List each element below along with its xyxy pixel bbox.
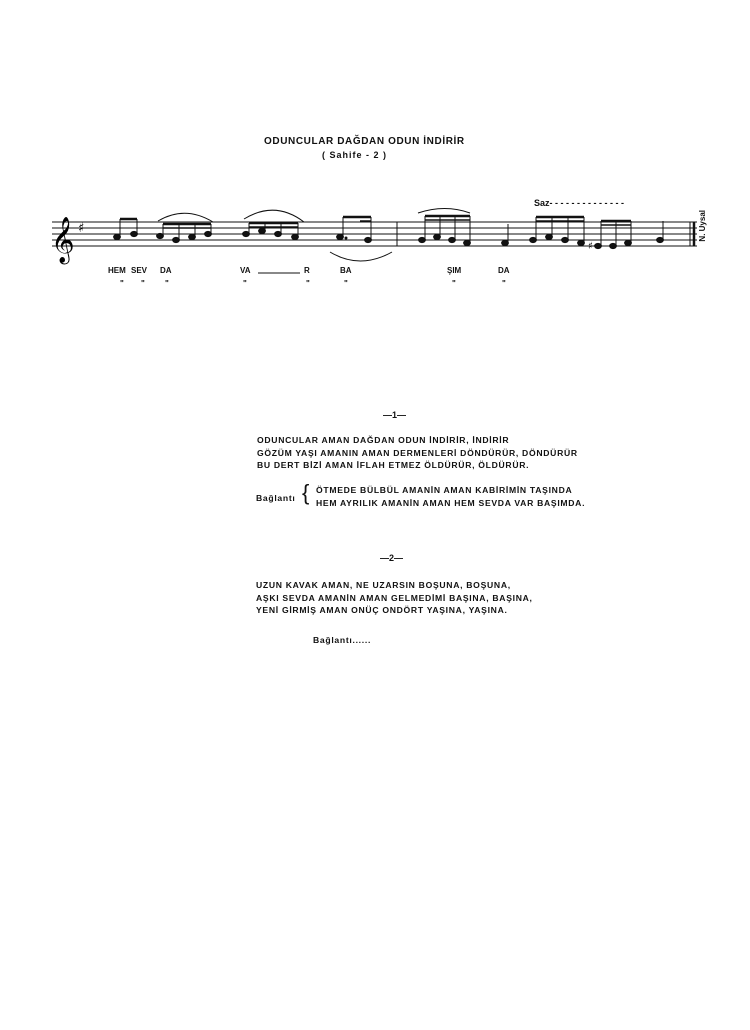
syllable: DA xyxy=(498,266,510,275)
verse-2-number: 2 xyxy=(389,553,395,563)
ditto-mark: " xyxy=(120,279,124,288)
verse-2-heading: —2— xyxy=(380,553,404,563)
note xyxy=(365,237,372,242)
ditto-mark: " xyxy=(165,279,169,288)
syllable: VA xyxy=(240,266,251,275)
note xyxy=(259,228,266,233)
ditto-mark: " xyxy=(344,279,348,288)
ditto-mark: " xyxy=(306,279,310,288)
syllable: DA xyxy=(160,266,172,275)
refrain-line: ÖTMEDE BÜLBÜL AMANİN AMAN KABİRİMİN TAŞINDA xyxy=(316,485,573,495)
note xyxy=(595,243,602,248)
verse-1-refrain-label: Bağlantı xyxy=(256,493,296,503)
music-staff xyxy=(0,0,750,300)
ditto-mark: " xyxy=(243,279,247,288)
syllable: HEM xyxy=(108,266,126,275)
note xyxy=(610,243,617,248)
note xyxy=(292,234,299,239)
verse-1-lines xyxy=(257,434,578,472)
sharp-key-signature-icon: ♯ xyxy=(78,221,85,236)
verse-2-refrain-label: Bağlantı...... xyxy=(313,635,372,645)
brace-icon: { xyxy=(302,480,310,505)
lyric-line: BU DERT BİZİ AMAN İFLAH ETMEZ ÖLDÜRÜR, ÖLDÜRÜR. xyxy=(257,460,530,470)
note xyxy=(189,234,196,239)
ditto-mark: " xyxy=(452,279,456,288)
ditto-mark: " xyxy=(141,279,145,288)
verse-2-lines xyxy=(256,579,533,617)
instrument-dots: - - - - - - - - - - - - - - xyxy=(549,198,624,208)
lyric-line: YENİ GİRMİŞ AMAN ONÜÇ ONDÖRT YAŞINA, YAŞINA. xyxy=(256,605,508,615)
note xyxy=(562,237,569,242)
note xyxy=(243,231,250,236)
note xyxy=(131,231,138,236)
lyric-line: UZUN KAVAK AMAN, NE UZARSIN BOŞUNA, BOŞUNA, xyxy=(256,580,511,590)
instrument-name: Saz xyxy=(534,198,550,208)
ditto-mark: " xyxy=(502,279,506,288)
verse-1-heading: —1— xyxy=(383,410,407,420)
verse-1-number: 1 xyxy=(392,410,398,420)
note xyxy=(464,240,471,245)
note xyxy=(546,234,553,239)
note xyxy=(502,240,509,245)
lyric-line: AŞKI SEVDA AMANİN AMAN GELMEDİMİ BAŞINA, BAŞINA, xyxy=(256,592,533,603)
note xyxy=(434,234,441,239)
note xyxy=(275,231,282,236)
note xyxy=(657,237,664,242)
treble-clef-icon: 𝄞 xyxy=(51,217,75,263)
note xyxy=(419,237,426,242)
page-subtitle: ( Sahife - 2 ) xyxy=(322,150,388,160)
staff-lines xyxy=(52,222,697,246)
note xyxy=(337,234,344,239)
note xyxy=(578,240,585,245)
page-title: ODUNCULAR DAĞDAN ODUN İNDİRİR xyxy=(264,136,465,147)
note xyxy=(114,234,121,239)
sharp-accidental-icon: ♯ xyxy=(588,241,593,252)
note xyxy=(449,237,456,242)
refrain-line: HEM AYRILIK AMANİN AMAN HEM SEVDA VAR BAŞIMDA. xyxy=(316,497,586,508)
notes xyxy=(114,216,664,249)
syllable: BA xyxy=(340,266,352,275)
syllable: ŞIM xyxy=(447,266,462,275)
note xyxy=(157,233,164,238)
note xyxy=(205,231,212,236)
lyric-line: GÖZÜM YAŞI AMANIN AMAN DERMENLERİ DÖNDÜRÜR, DÖNDÜRÜR xyxy=(257,447,578,458)
note xyxy=(625,240,632,245)
lyric-line: ODUNCULAR AMAN DAĞDAN ODUN İNDİRİR, İNDİRİR xyxy=(257,435,510,445)
composer-credit: N. Uysal xyxy=(698,210,707,242)
verse-1-refrain xyxy=(316,484,585,509)
note xyxy=(173,237,180,242)
syllable: R xyxy=(304,266,310,275)
note xyxy=(530,237,537,242)
syllable: SEV xyxy=(131,266,148,275)
